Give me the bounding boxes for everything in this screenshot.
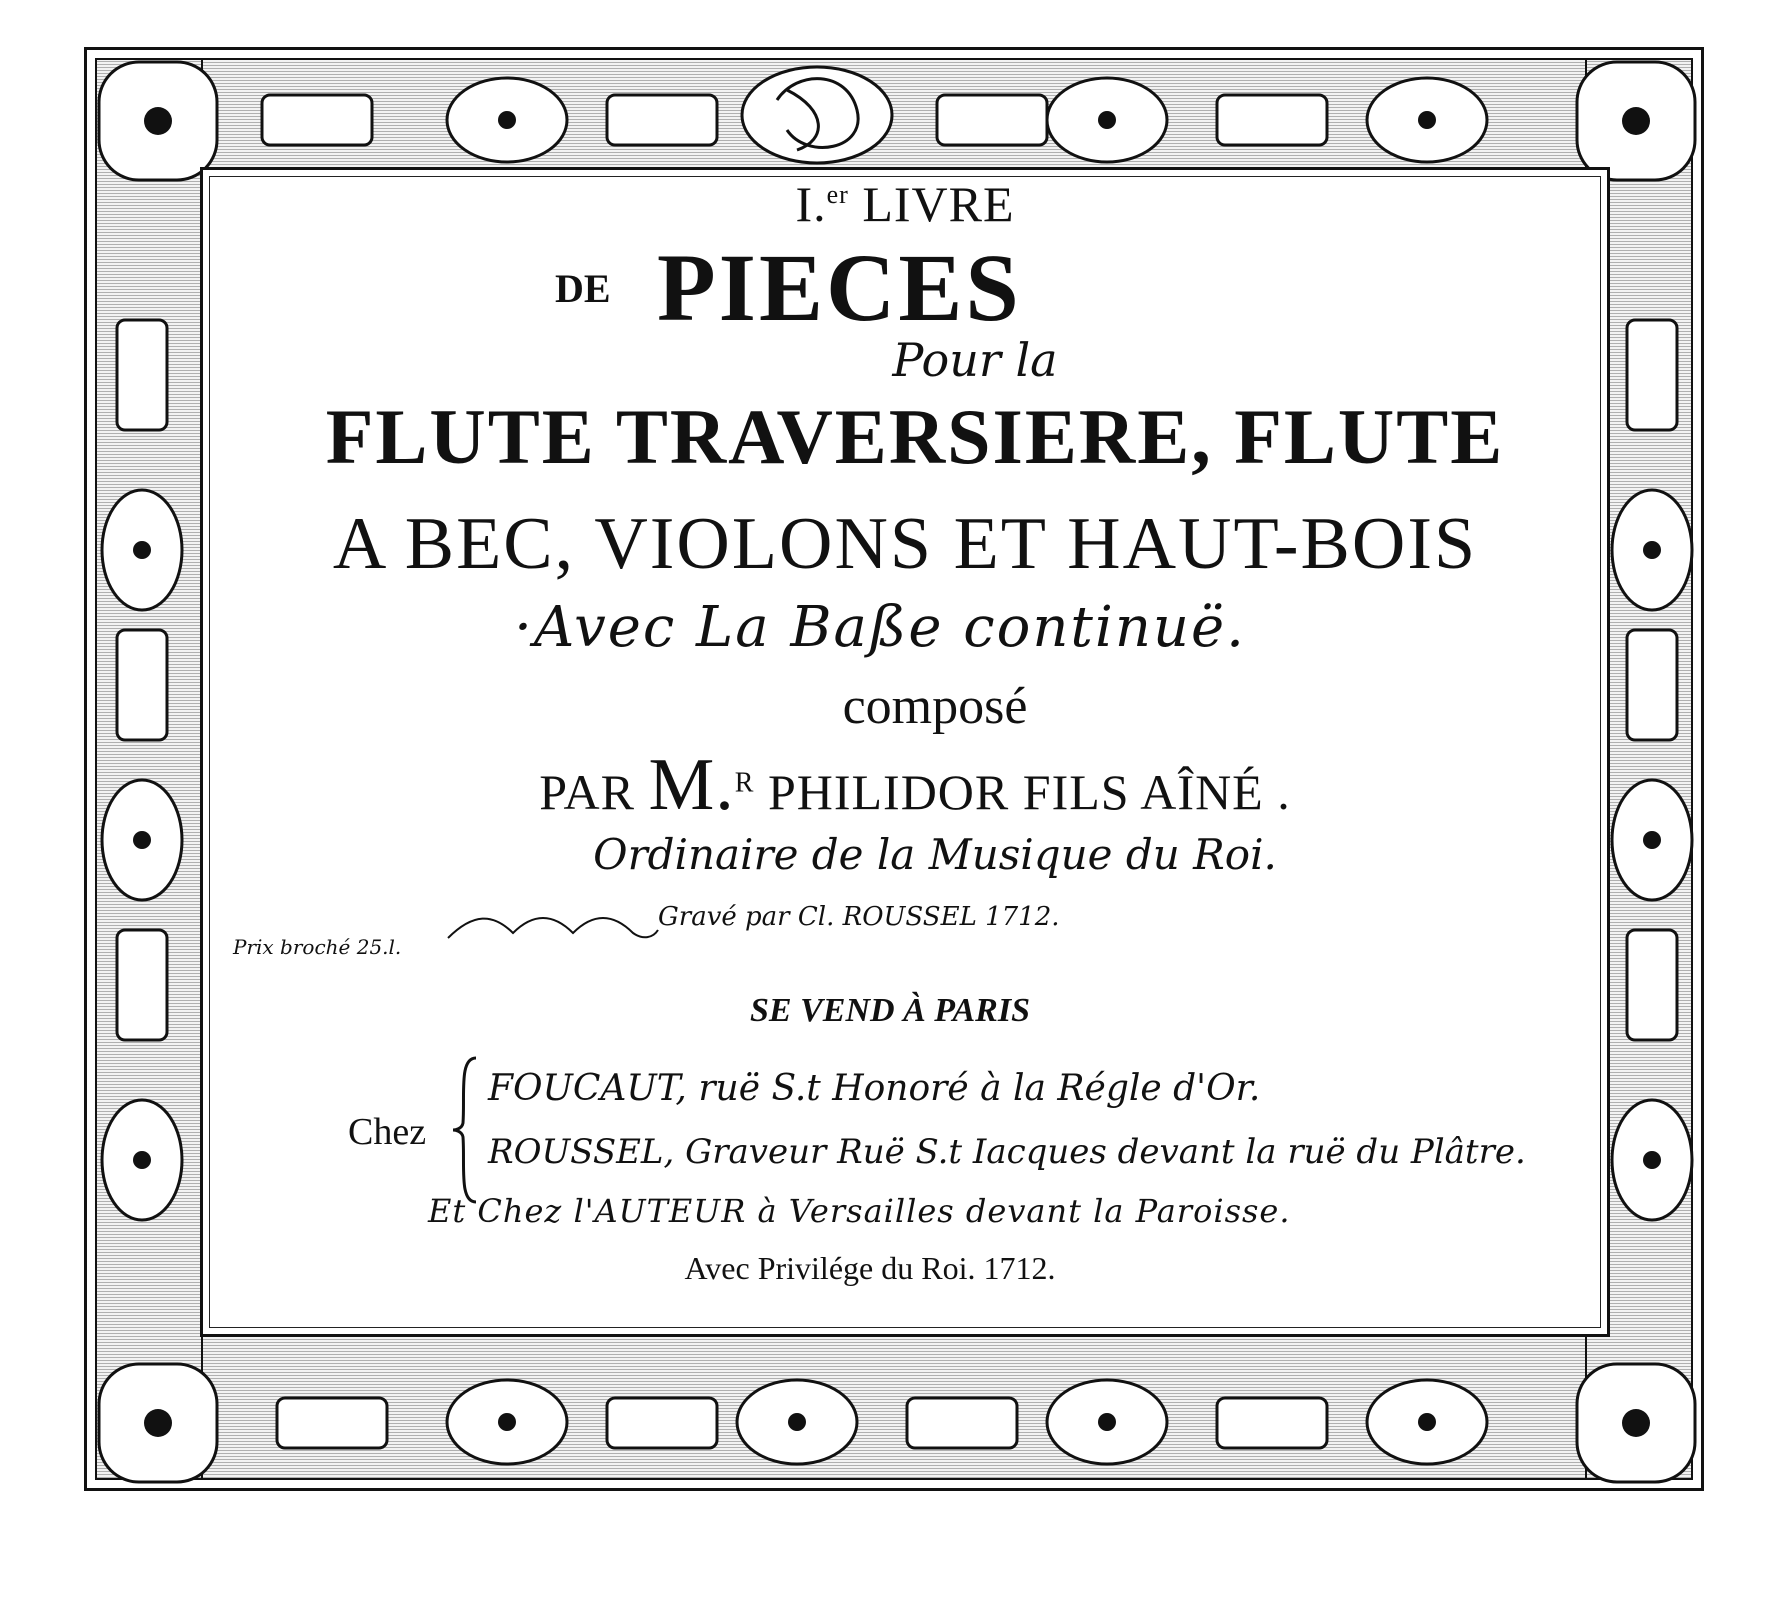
- seller-roussel: ROUSSEL, Graveur Ruë S.t Iacques devant la ruë du Plâtre.: [488, 1132, 1526, 1172]
- title-pieces: PIECES: [657, 234, 1022, 341]
- seller-foucaut: FOUCAUT, ruë S.t Honoré à la Régle d'Or.: [488, 1068, 1261, 1109]
- privilege-line: Avec Privilége du Roi. 1712.: [684, 1250, 1056, 1286]
- title-de: DE: [555, 266, 611, 311]
- title-basse-continue: ·Avec La Baße continuë.: [514, 595, 1246, 660]
- flourish-ornament: [443, 908, 663, 948]
- composer-title: Ordinaire de la Musique du Roi.: [593, 830, 1277, 879]
- title-instruments-line-1: FLUTE TRAVERSIERE, FLUTE: [325, 393, 1505, 480]
- seller-author: Et Chez l'AUTEUR à Versailles devant la Paroisse.: [428, 1192, 1291, 1230]
- title-pour-la: Pour la: [892, 333, 1058, 387]
- price: Prix broché 25.l.: [233, 935, 402, 959]
- title-panel: [200, 167, 1610, 1337]
- brace-icon: [451, 1055, 481, 1205]
- book-number: I.$^{er}$ LIVRE: [795, 176, 1015, 232]
- title-instruments-line-2: A BEC, VIOLONS ET HAUT-BOIS: [332, 503, 1478, 585]
- engraver-credit: Gravé par Cl. ROUSSEL 1712.: [658, 902, 1060, 932]
- sale-location: SE VEND À PARIS: [750, 992, 1030, 1029]
- composer-name: PAR M.$^R$ PHILIDOR FILS AÎNÉ .: [539, 744, 1291, 826]
- chez-label: Chez: [348, 1111, 427, 1153]
- composer-label: composé: [842, 678, 1028, 735]
- ornamental-frame: [84, 47, 1704, 1491]
